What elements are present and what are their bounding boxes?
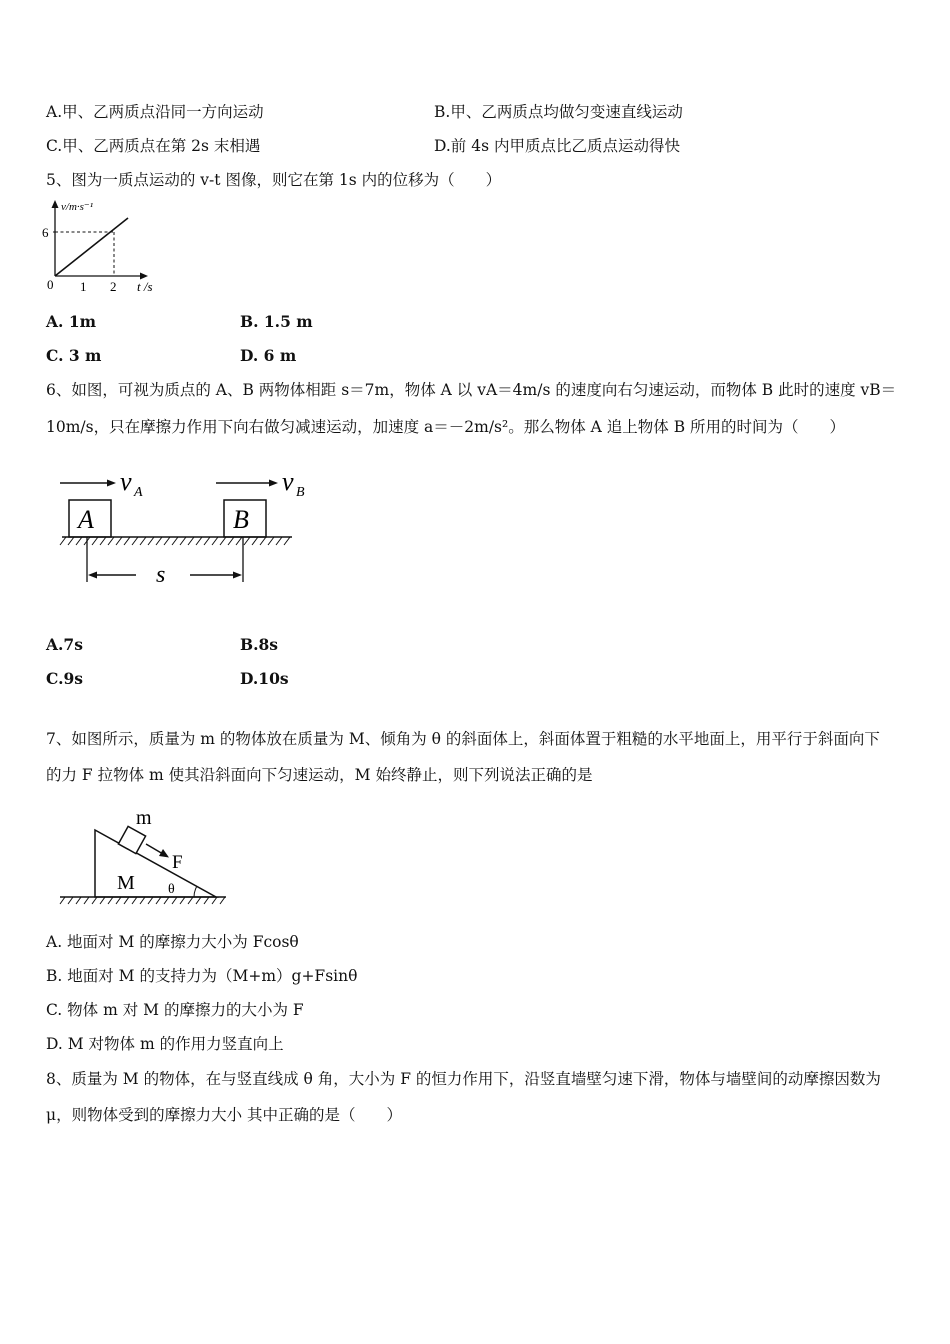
label-vb: v [282,467,294,496]
origin-label: 0 [47,277,54,292]
incline-body [95,830,216,897]
ground-hatching [60,897,225,904]
q7-option-d: D. M 对物体 m 的作用力竖直向上 [46,1035,284,1053]
q7-stem-line1: 7、如图所示，质量为 m 的物体放在质量为 M、倾角为 θ 的斜面体上，斜面体置于粗糙的水平地面上，用平行于斜面向下 [46,730,880,748]
block-a-label: A [78,505,94,534]
y-axis-arrow [52,200,59,208]
label-theta: θ [168,882,175,897]
q4-option-b: B.甲、乙两质点均做匀变速直线运动 [434,103,683,121]
q6-option-d: D.10s [240,669,289,688]
q7-option-a: A. 地面对 M 的摩擦力大小为 Fcosθ [46,933,299,951]
label-va: v [120,467,132,496]
arrow-vb-head [269,480,278,487]
incline-figure [58,804,233,914]
velocity-line [55,218,128,276]
q4-option-a: A.甲、乙两质点沿同一方向运动 [46,103,264,121]
q5-stem: 5、图为一质点运动的 v-t 图像，则它在第 1s 内的位移为（ ） [46,171,502,189]
q6-option-c: C.9s [46,669,83,688]
x-tick-label-2: 2 [110,279,117,294]
distance-arrowhead-right [233,572,242,579]
label-m: m [136,807,152,829]
label-va-sub: A [134,485,143,500]
q8-stem-line1: 8、质量为 M 的物体，在与竖直线成 θ 角，大小为 F 的恒力作用下，沿竖直墙壁匀速下滑，物体与墙壁间的动摩擦因数为 [46,1070,881,1088]
q5-option-d: D. 6 m [240,346,297,365]
label-vb-sub: B [296,485,305,500]
distance-label: s [156,562,166,588]
distance-arrowhead-left [88,572,97,579]
q7-stem-line2: 的力 F 拉物体 m 使其沿斜面向下匀速运动，M 始终静止，则下列说法正确的是 [46,766,593,784]
q5-option-c: C. 3 m [46,346,102,365]
q4-option-c: C.甲、乙两质点在第 2s 末相遇 [46,137,261,155]
q8-stem-line2: μ，则物体受到的摩擦力大小 其中正确的是（ ） [46,1106,403,1124]
y-tick-label: 6 [42,225,49,240]
q5-option-a: A. 1m [46,312,97,331]
x-tick-label-1: 1 [80,279,87,294]
q5-option-b: B. 1.5 m [240,312,313,331]
q7-option-c: C. 物体 m 对 M 的摩擦力的大小为 F [46,1001,304,1019]
q6-stem-line1: 6、如图，可视为质点的 A、B 两物体相距 s＝7m，物体 A 以 vA＝4m/s 的速度向右匀速运动，而物体 B 此时的速度 vB＝ [46,381,897,399]
ground-hatching [60,537,290,545]
ab-motion-figure [56,462,305,592]
arrow-va-head [107,480,116,487]
vt-graph [40,196,170,300]
block-b-label: B [233,505,249,534]
q4-option-d: D.前 4s 内甲质点比乙质点运动得快 [434,137,680,155]
label-f: F [172,852,183,873]
x-axis-label: t /s [137,279,153,294]
y-axis-label: v/m·s⁻¹ [61,201,94,213]
q6-option-a: A.7s [46,635,83,654]
label-big-m: M [117,872,135,894]
q6-option-b: B.8s [240,635,279,654]
q7-option-b: B. 地面对 M 的支持力为（M+m）g+Fsinθ [46,967,358,985]
q6-stem-line2: 10m/s，只在摩擦力作用下向右做匀减速运动，加速度 a＝－2m/s²。那么物体 A 追上物体 B 所用的时间为（ ） [46,418,846,436]
force-arrow-shaft [146,844,163,854]
